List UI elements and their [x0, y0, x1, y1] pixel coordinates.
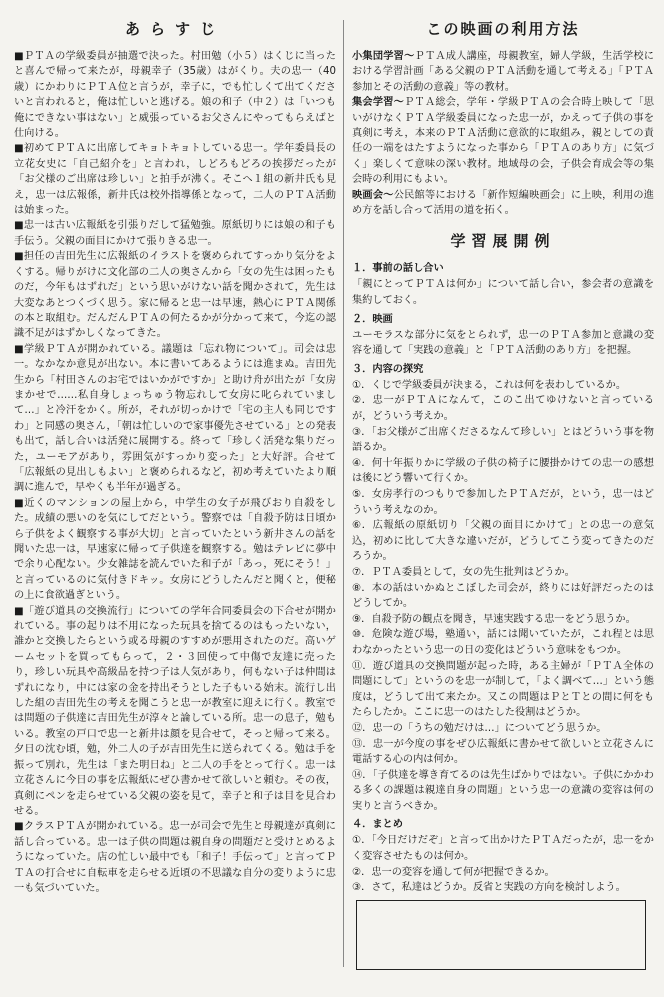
synopsis-paragraph: ■クラスＰＴＡが開かれている。忠一が司会で先生と母親達が真剣に話し合っている。忠一は子供の問題は親自身の問題だと受けとめるようになっていた。店の忙しい最中でも「和子！手伝って」と言ってＰＴＡの打合せに自転車を走らせる近頃の不思議な自分の変りように忠一も気づいていた。 [14, 821, 336, 894]
section-item: ⑨．自殺予防の観点を聞き，早速実践する忠一をどう思うか。 [352, 613, 636, 625]
plan-section-2 [352, 312, 654, 359]
usage-title: この映画の利用方法 [426, 20, 580, 38]
synopsis-paragraph: ■初めてＰＴＡに出席してキョトキョトしている忠一。学年委員長の立花女史に「自己紹介を」と言われ，しどろもどろの挨拶だったが「お父様のご出席は珍しい」と拍手が沸く。そこへ１組の新井氏も見え，忠一は広報係，新井氏は校外指導係となって，二人のＰＴＡ活動は始まった。 [14, 143, 336, 217]
usage-item [352, 95, 654, 187]
section-heading: ４．まとめ [352, 819, 403, 831]
usage-item [352, 49, 654, 95]
plan-title: 学習展開例 [450, 232, 556, 251]
synopsis-title: あらすじ [124, 20, 225, 38]
synopsis-paragraph: ■学級ＰＴＡが開かれている。議題は「忘れ物について」。司会は忠一。なかなか意見が出ない。本に書いてあるようには進まぬ。吉田先生から「村田さんのお宅ではいかがですか」と助け舟が出たが「女房まかせで……私自身しょっちゅう物忘れして女房に叱られていまして…」と冷汗をかく。所が，それが切っかけで「宅の主人も同じですわ」と同感の奥さん，「朝は忙しいので家事優先させている」との発表も出て，話し合いは活発に展開する。終って「珍しく活発な集りだった，ユーモアがあり，雰囲気がすっかり変った」と大好評。合せて「広報紙の見出しもよい」と褒められるなど，初め考えていたより順調に進んで，早やくも半年が過ぎる。 [14, 343, 336, 494]
usage-text: ＰＴＡ総会，学年・学級ＰＴＡの会合時上映して「思いがけなくＰＴＡ学級委員になった忠一が，かえって子供の事を真剣に考え，本来のＰＴＡ活動に意欲的に取組み，親としての責任の一端をはたすようになった事から「ＰＴＡのあり方」に気づく」楽しくて意味の深い教材。地域母の会，子供会育成会等の集会時の利用にもよい。 [352, 97, 654, 186]
plan-section-1 [352, 261, 654, 308]
synopsis-column [14, 18, 336, 896]
section-item: ⑥．広報紙の原紙切り「父親の面目にかけて」との忠一の意気込，初めに比して大きな違いだが，どうしてこう変ってきたのだろうか。 [352, 520, 654, 563]
synopsis-paragraph: ■「遊び道具の交換流行」についての学年合同委員会の下合せが開かれている。事の起りは不用になった玩具を捨てるのはもったいない，誰かと交換したらという或る母親のすすめが悪用されたのだ。高いゲームセットを買ってもらって，２・３回使って中傷で友達に売ったり，珍しい玩具や高級品を持つ子は人気があり，何もない子は仲間はずれになり，中には家の金を持出そうとした子もいる始末。流行し出した組の吉田先生の考えを聞こうと忠一が教室に迎えに行く。教室では問題の子供達に吉田先生が淳々と論している所。忠一の息子，勉もいる。教室の戸口で忠一と新井は顔を見合せて，そっと帰って来る。夕日の沈む頃，勉，外二人の子が吉田先生に送られてくる。勉は手を振って別れ，先生は「また明日ね」と二人の手をとって行く。忠一は立花さんに今日の事を広報紙にぜひ書かせて欲しいと頼む。その夜，真剣にペンを走らせている父親の姿を見て，幸子と和子は目を見合わせる。 [14, 605, 336, 817]
section-item: ⑩．危険な遊び場，塾通い，話には聞いていたが，これ程とは思わなかったという忠一の日の変化はどういう意味をもつか。 [352, 629, 654, 656]
usage-text: ＰＴＡ成人講座，母親教室，婦人学級，生活学校における学習計画「ある父親のＰＴＡ活動を通して考える」「ＰＴＡ参加とその活動の意義」等の教材。 [352, 51, 654, 93]
section-item: ①．くじで学級委員が決まる，これは何を表わしているか。 [352, 379, 627, 391]
plan-section-4 [352, 817, 654, 895]
section-item: ④．何十年振りかに学級の子供の椅子に腰掛かけての忠一の感想は後にどう響いて行くか。 [352, 457, 654, 485]
plan-section-3 [352, 362, 654, 815]
section-item: ⑪．遊び道具の交換問題が起った時，ある主婦が「ＰＴＡ全体の問題にして」というのを忠一が制して，「よく調べて…」という態度は，どうして出て来たか。又この問題はＰとＴとの間に何をもたらしたか。ここに忠一のはたした役割はどうか。 [352, 660, 654, 719]
usage-column [352, 18, 654, 896]
notes-box [356, 900, 646, 970]
usage-text: 公民館等における「新作短編映画会」に上映，利用の進め方を話し合って活用の道を拓く。 [352, 189, 654, 217]
section-item: ユーモラスな部分に気をとられず，忠一のＰＴＡ参加と意識の変容を通して「実践の意義」と「ＰＴＡ活動のあり方」を把握。 [352, 329, 654, 357]
section-item: ⑧．本の話はいかぬとこぼした司会が，終りには好評だったのはどうしてか。 [352, 582, 654, 610]
section-heading: ３．内容の探究 [352, 363, 424, 375]
section-item: ⑬．忠一が今度の事をぜひ広報紙に書かせて欲しいと立花さんに電話する心の内は何か。 [352, 738, 654, 766]
section-heading: １．事前の話し合い [352, 263, 444, 275]
section-heading: ２．映画 [352, 313, 393, 325]
column-divider [343, 20, 344, 967]
usage-lead: 集会学習〜 [352, 97, 405, 109]
usage-lead: 映画会〜 [352, 189, 394, 201]
synopsis-paragraph: ■近くのマンションの屋上から，中学生の女子が飛びおり自殺をした。成績の悪いのを気にしてだという。警察では「自殺予防は日頃から子供をよく観察する事が大切」と言っていたという新井さんの話を聞いた忠一は，早速家に帰って子供達を観察する。勉はテレビに夢中で余り心配ない。少女雑誌を読んでいた和子が「あっ，死にそう！」と言っているのに気付きドキッ。女房にどうしたんだと聞くと，便秘の上に食欲過ぎという。 [14, 497, 336, 602]
synopsis-paragraph: ■担任の吉田先生に広報紙のイラストを褒められてすっかり気分をよくする。帰りがけに文化部の二人の奥さんから「女の先生は困ったものだ，今年もはずれだ」という思いがけない話を聞かされて，先生は大変なあとつくづく思う。家に帰ると忠一は早速，熱心にＰＴＡ関係の本と取組む。だんだんＰＴＡの何たるかが分かって来て，今迄の認識不足がはずかしくなってきた。 [14, 251, 336, 340]
section-item: ③．「お父様がご出席くださるなんて珍しい」とはどういう事を物語るか。 [352, 426, 654, 454]
section-item: ⑭．「子供達を導き育てるのは先生ばかりではない。子供にかかわる多くの課題は親達自身の問題」という忠一の意識の変容は何の実りと言うべきか。 [352, 769, 654, 812]
synopsis-paragraph: ■忠一は古い広報紙を引張りだして猛勉強。原紙切りには娘の和子も手伝う。父親の面目にかけて張りきる忠一。 [14, 220, 336, 247]
section-item: ③．さて，私達はどうか。反省と実践の方向を検討しよう。 [352, 882, 626, 894]
section-item: ②．忠一がＰＴＡになんて，このこ出てゆけないと言っているが，どういう考えか。 [352, 395, 654, 423]
section-item: 「親にとってＰＴＡは何か」について話し合い，参会者の意識を集約しておく。 [352, 279, 654, 307]
usage-item [352, 188, 654, 219]
section-item: ①．「今日だけだぞ」と言って出かけたＰＴＡだったが，忠一をかく変容させたものは何か。 [352, 835, 654, 863]
section-item: ⑦．ＰＴＡ委員として，女の先生批判はどうか。 [352, 566, 575, 578]
usage-lead: 小集団学習〜 [352, 51, 415, 62]
section-item: ②．忠一の変容を通して何が把握できるか。 [352, 866, 555, 878]
section-item: ⑫．忠一の「うちの勉だけは…」についてどう思うか。 [352, 722, 607, 734]
synopsis-paragraph: ■ＰＴＡの学級委員が抽選で決った。村田勉（小５）はくじに当ったと喜んで帰って来たが，母親幸子（35歳）はがくり。夫の忠一（40歳）にかわりにＰＴＡ位と言うが，幸子に，でも忙しくて出てくださいと言われると，俺は忙しいと逃げる。娘の和子（中２）は「いつも俺にできない事はない」と威張っているお父さんにやってもらえばと仕向ける。 [14, 51, 336, 140]
section-item: ⑤．女房孝行のつもりで参加したＰＴＡだが，という，忠一はどういう考えなのか。 [352, 489, 654, 516]
